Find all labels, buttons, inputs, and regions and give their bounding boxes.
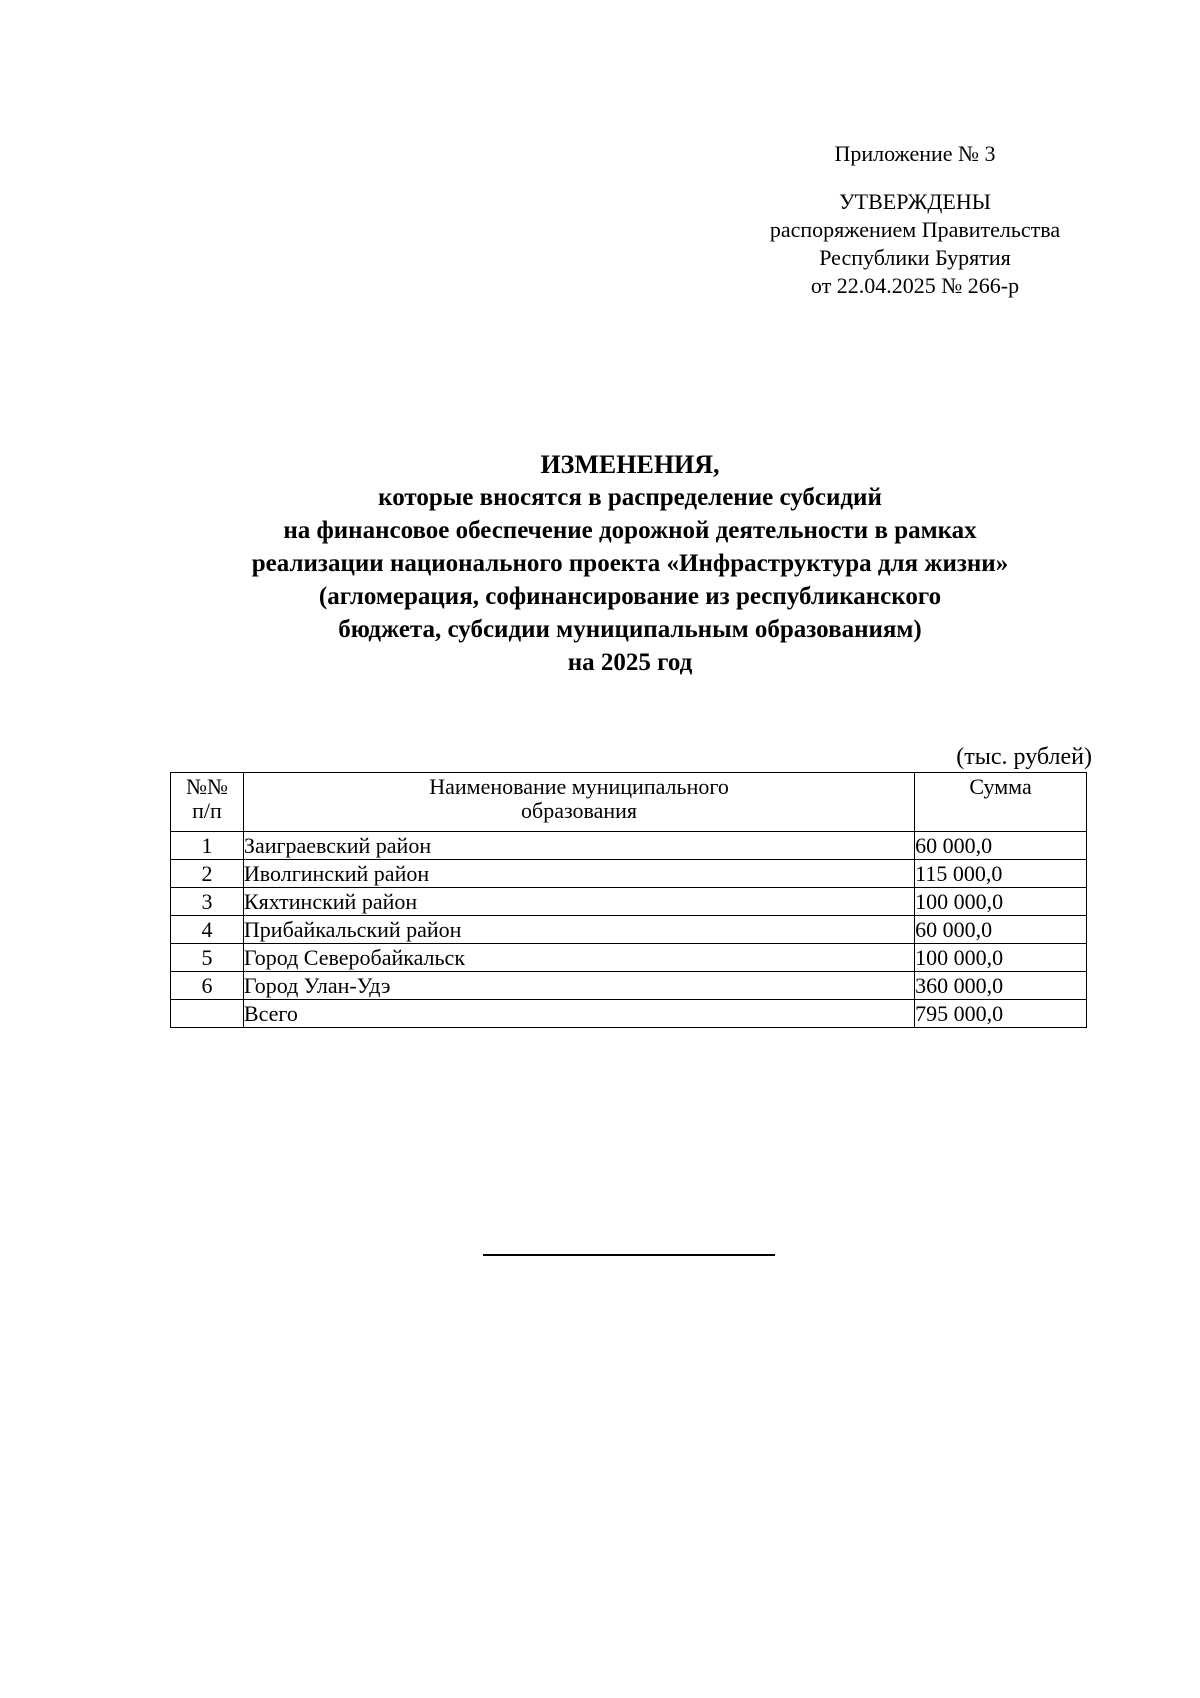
row-sum: 100 000,0 <box>915 944 1087 972</box>
row-sum: 60 000,0 <box>915 832 1087 860</box>
total-label: Всего <box>243 1000 914 1028</box>
row-number: 4 <box>171 916 244 944</box>
row-number: 1 <box>171 832 244 860</box>
total-number <box>171 1000 244 1028</box>
title-line: на финансовое обеспечение дорожной деятельности в рамках <box>283 517 977 544</box>
row-number: 3 <box>171 888 244 916</box>
table-row <box>171 888 1087 916</box>
table-total-row <box>171 1000 1087 1028</box>
appendix-label: Приложение № 3 <box>834 141 996 166</box>
approved-heading: УТВЕРЖДЕНЫ <box>839 189 991 214</box>
row-name: Иволгинский район <box>243 860 914 888</box>
table-row <box>171 860 1087 888</box>
row-name: Заиграевский район <box>243 832 914 860</box>
approval-block <box>740 140 1090 300</box>
units-note: (тыс. рублей) <box>956 744 1092 770</box>
title-line: реализации национального проекта «Инфраструктура для жизни» <box>251 550 1009 577</box>
row-name: Прибайкальский район <box>243 916 914 944</box>
header-name-line-2: образования <box>521 798 638 823</box>
document-title <box>150 448 1110 679</box>
header-number-line-2: п/п <box>192 798 222 823</box>
header-number-line-1: №№ <box>185 774 228 799</box>
table-row <box>171 972 1087 1000</box>
approval-line-2: Республики Бурятия <box>819 245 1011 270</box>
title-main: ИЗМЕНЕНИЯ, <box>540 450 720 479</box>
row-name: Город Улан-Удэ <box>243 972 914 1000</box>
title-line: (агломерация, софинансирование из республиканского <box>318 583 942 610</box>
title-line: которые вносятся в распределение субсидий <box>378 484 882 511</box>
table-row <box>171 832 1087 860</box>
row-sum: 60 000,0 <box>915 916 1087 944</box>
approval-line-3: от 22.04.2025 № 266-р <box>810 273 1020 298</box>
header-name-line-1: Наименование муниципального <box>429 774 729 799</box>
row-name: Город Северобайкальск <box>243 944 914 972</box>
row-number: 2 <box>171 860 244 888</box>
total-sum: 795 000,0 <box>915 1000 1087 1028</box>
row-sum: 360 000,0 <box>915 972 1087 1000</box>
header-number <box>171 773 244 832</box>
header-name <box>243 773 914 832</box>
table-row <box>171 916 1087 944</box>
row-name: Кяхтинский район <box>243 888 914 916</box>
header-sum: Сумма <box>915 773 1087 832</box>
row-sum: 100 000,0 <box>915 888 1087 916</box>
signature-line <box>483 1254 775 1256</box>
table-header-row <box>171 773 1087 832</box>
row-number: 5 <box>171 944 244 972</box>
title-line: на 2025 год <box>567 649 693 676</box>
row-sum: 115 000,0 <box>915 860 1087 888</box>
title-line: бюджета, субсидии муниципальным образованиям) <box>338 616 922 643</box>
approval-line-1: распоряжением Правительства <box>769 217 1061 242</box>
allocation-table <box>170 772 1087 1028</box>
table-row <box>171 944 1087 972</box>
row-number: 6 <box>171 972 244 1000</box>
